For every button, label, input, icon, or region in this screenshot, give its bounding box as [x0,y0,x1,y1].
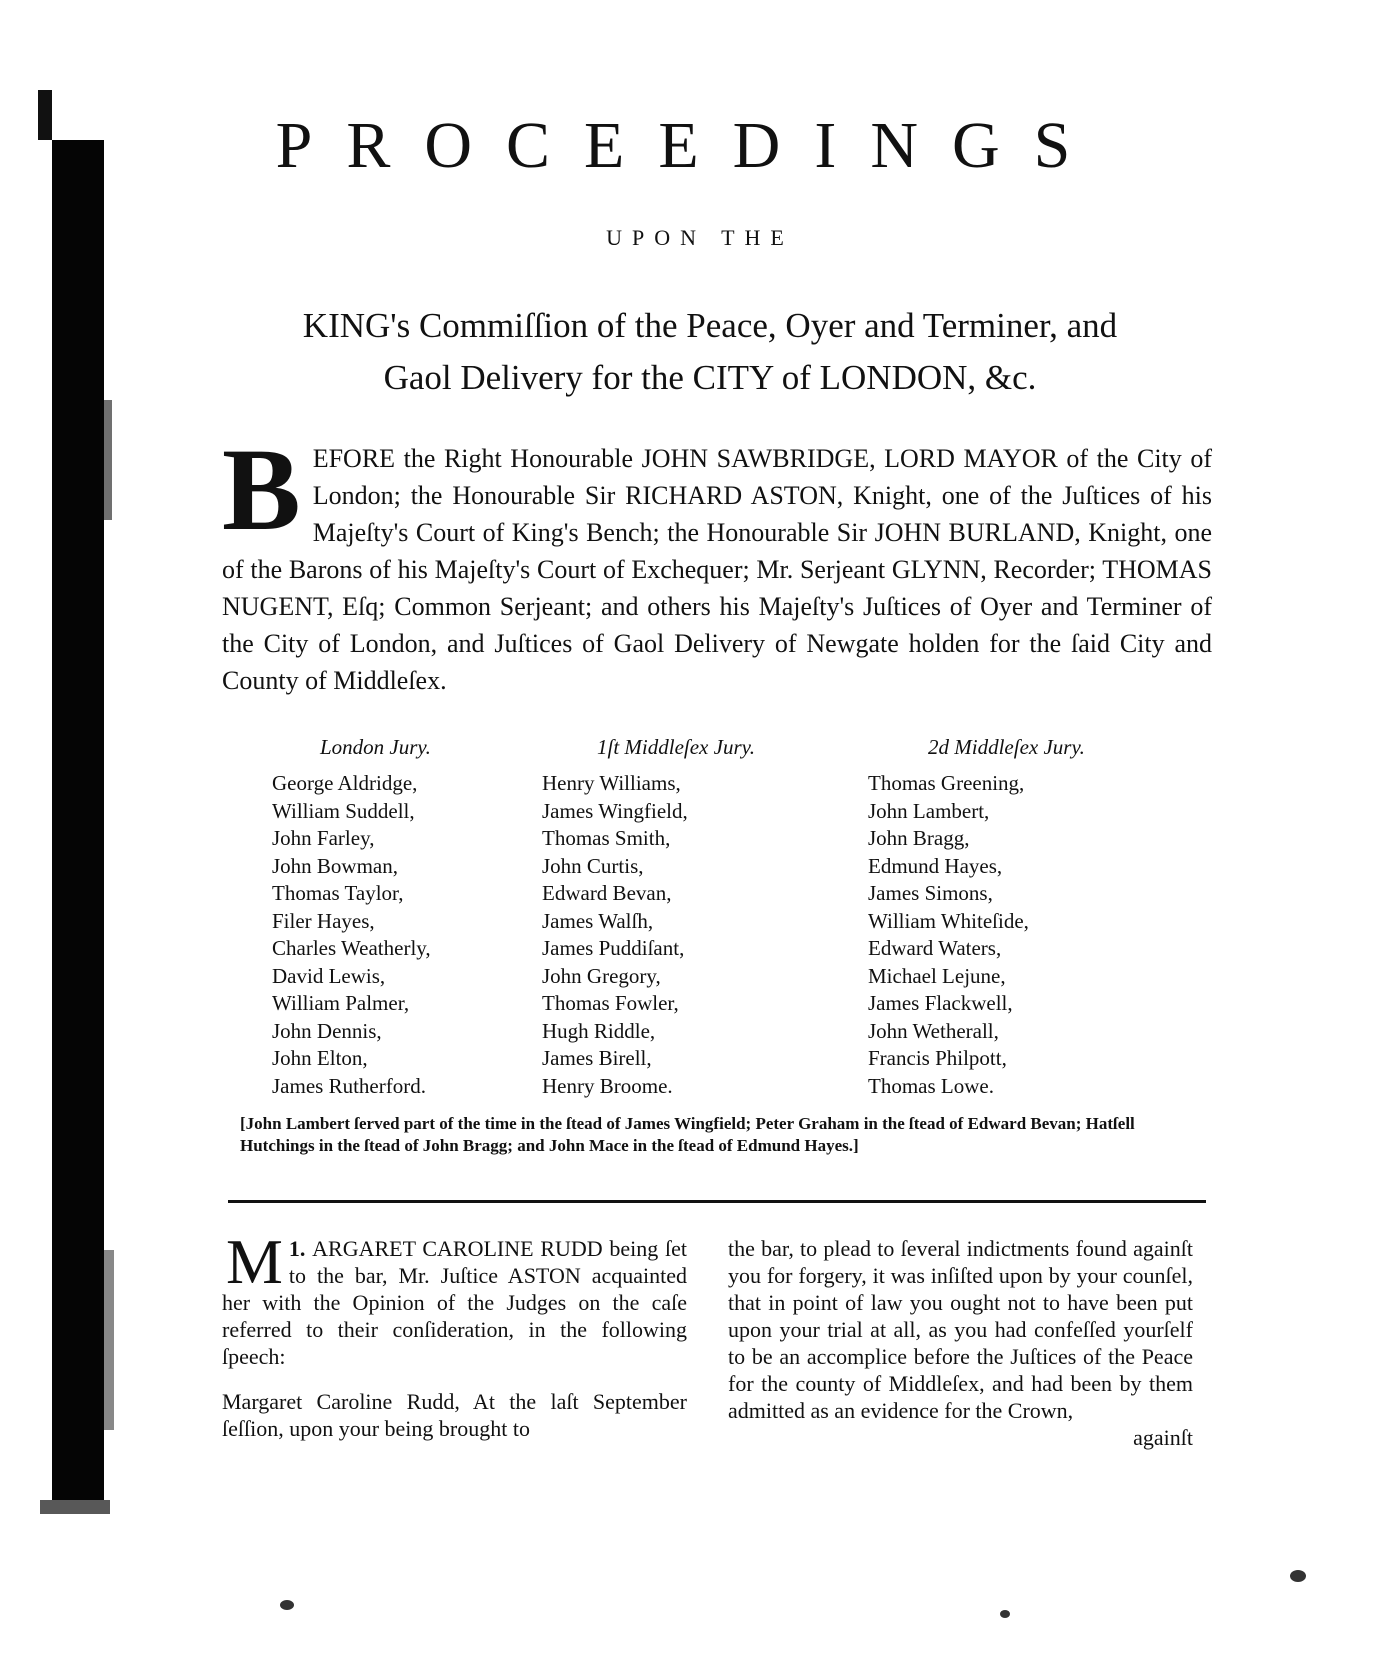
jury-member: Thomas Fowler, [542,991,679,1015]
jury-member: Edward Waters, [868,936,1002,960]
binding-fragment [104,400,112,520]
page-subtitle: UPON THE [606,225,794,250]
jury-member: John Elton, [272,1046,368,1070]
case-opening-text: ARGARET CAROLINE RUDD being ſet to the bar, Mr. Juſtice ASTON acquainted her with the Opinion of the Judges on the caſe referred to their conſideration, in the following ſpeech: [222,1236,687,1369]
jury-member: William Whiteſide, [868,908,1029,933]
jury-member: William Suddell, [272,798,415,823]
jury-member: Filer Hayes, [272,908,375,933]
jury-member: John Curtis, [542,853,644,878]
binding-fragment [40,1500,110,1514]
jury-member: Thomas Taylor, [272,881,404,905]
jury-middlesex-1 [542,735,755,1100]
scan-speck [280,1600,294,1610]
jury-heading: 1ſt Middleſex Jury. [597,735,756,759]
jury-member: Thomas Lowe. [868,1073,994,1098]
binding-shadow [52,140,104,1500]
jury-member: John Gregory, [542,963,661,988]
case-number: 1. [288,1236,306,1261]
case-opening-paragraph [222,1226,687,1370]
intro-text: EFORE the Right Honourable JOHN SAWBRIDGE, LORD MAYOR of the City of London; the Honourable Sir RICHARD ASTON, Knight, one of the Juſtices of his Majeſty's Court of King's Bench; the Honourable Sir JOHN BURLAND, Knight, one of the Barons of his Majeſty's Court of Exchequer; Mr. Serjeant GLYNN, Recorder; THOMAS NUGENT, Eſq; Common Serjeant; and others his Majeſty's Juſtices of Oyer and Terminer of the City of London, and Juſtices of Gaol Delivery of Newgate holden for the ſaid City and County of Middleſex. [222,444,1212,695]
speech-continuation: the bar, to plead to ſeveral indictments found againſt you for forgery, it was inſiſted upon by your counſel, that in point of law you ought not to have been put upon your trial at all, as you had confeſſed yourſelf to be an accomplice before the Juſtices of the Peace for the county of Middleſex, and had been by them admitted as an evidence for the Crown, [728,1236,1193,1423]
drop-cap: B [222,424,301,555]
text-column-left [222,1226,687,1460]
jury-member: James Wingfield, [542,798,688,823]
jury-member: James Puddiſant, [542,936,685,960]
jury-member: Charles Weatherly, [272,936,431,960]
jury-member: John Wetherall, [868,1018,999,1043]
binding-fragment [104,1250,114,1430]
jury-member: James Walſh, [542,908,654,933]
jury-member: Francis Philpott, [868,1046,1007,1070]
scan-speck [1000,1610,1010,1618]
intro-paragraph [222,424,1212,699]
jury-member: Thomas Smith, [542,826,671,850]
jury-member: Thomas Greening, [868,771,1025,795]
commission-line-2: Gaol Delivery for the CITY of LONDON, &c. [383,358,1037,397]
scan-speck [1290,1570,1306,1582]
jury-substitutions-note: [John Lambert ſerved part of the time in the ſtead of James Wingfield; Peter Graham in the ſtead of Edward Bevan; Hatſell Hutchings in the ſtead of John Bragg; and John Mace in the ſtead of Edmund Hayes.] [240,1114,1135,1155]
jury-member: Edward Bevan, [542,881,672,905]
jury-member: Hugh Riddle, [542,1018,656,1043]
jury-heading: 2d Middleſex Jury. [928,735,1085,759]
jury-member: James Rutherford. [272,1073,426,1098]
binding-fragment [38,90,52,140]
jury-member: John Farley, [272,826,375,850]
jury-london [272,735,431,1100]
page-title: PROCEEDINGS [275,109,1105,182]
jury-member: Edmund Hayes, [868,853,1003,878]
jury-middlesex-2 [868,735,1085,1100]
jury-member: John Lambert, [868,798,990,823]
jury-member: Henry Broome. [542,1073,673,1098]
jury-member: David Lewis, [272,963,386,988]
jury-member: John Dennis, [272,1018,382,1043]
speech-paragraph: Margaret Caroline Rudd, At the laſt September ſeſſion, upon your being brought to [222,1389,687,1441]
jury-lists [272,735,1172,1105]
text-column-right [728,1235,1193,1451]
jury-member: George Aldridge, [272,771,418,795]
jury-member: John Bowman, [272,853,398,878]
jury-member: William Palmer, [272,991,410,1015]
jury-heading: London Jury. [320,735,431,759]
jury-member: John Bragg, [868,826,970,850]
jury-member: James Birell, [542,1046,652,1070]
catchword: againſt [1133,1425,1193,1450]
jury-member: James Flackwell, [868,991,1013,1015]
drop-cap: M [226,1226,283,1297]
jury-member: Henry Williams, [542,771,681,795]
jury-member: Michael Lejune, [868,963,1006,988]
section-divider [228,1200,1206,1203]
jury-member: James Simons, [868,881,993,905]
commission-heading [200,300,1220,404]
commission-line-1: KING's Commiſſion of the Peace, Oyer and Terminer, and [302,306,1118,345]
